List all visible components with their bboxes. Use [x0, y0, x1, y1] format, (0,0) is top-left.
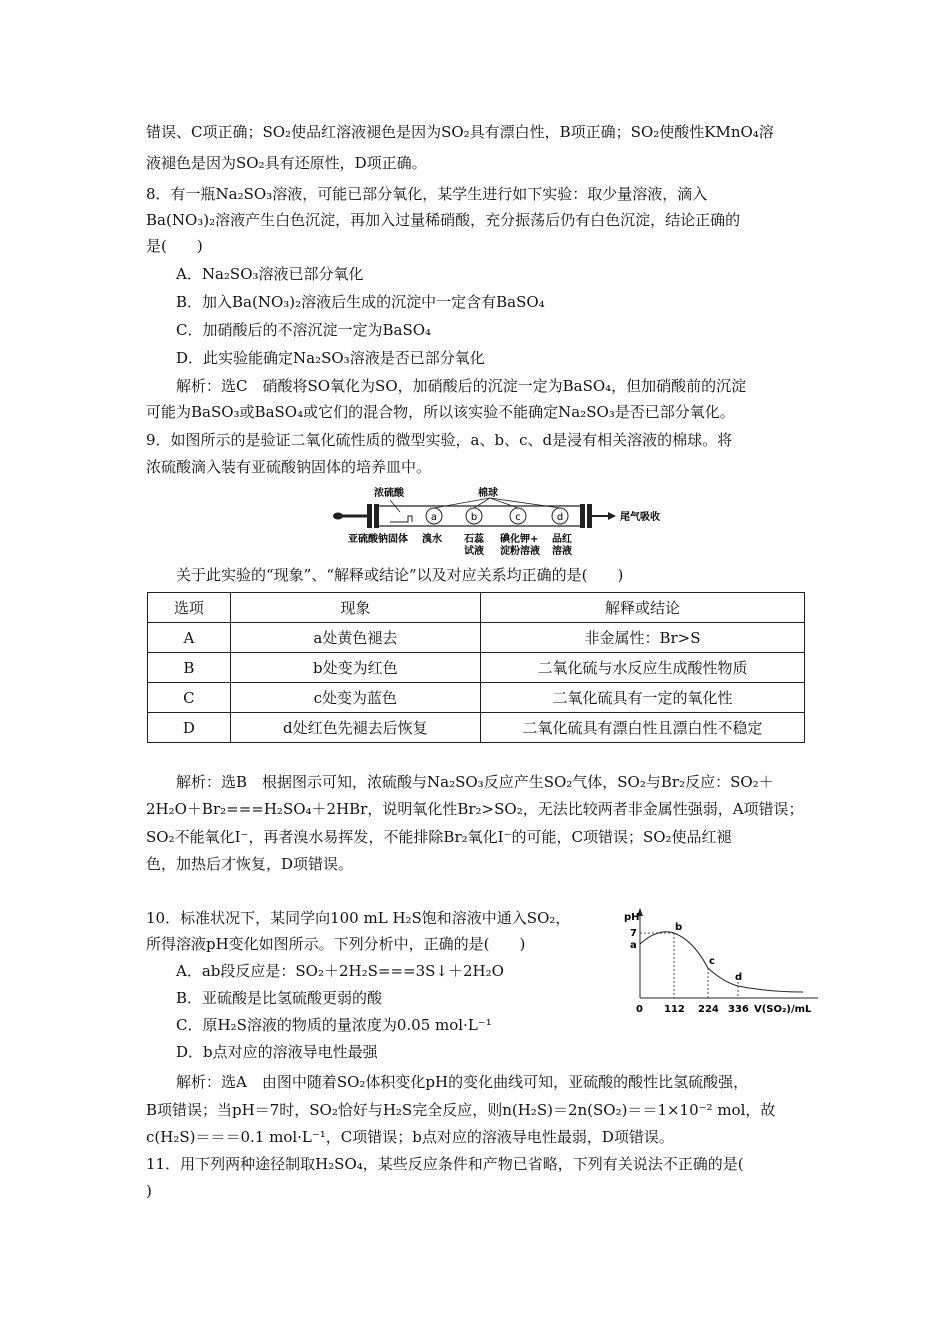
label-magenta: 溶液 [552, 546, 572, 557]
solution-text: 解析：选C 硝酸将SO氧化为SO，加硝酸后的沉淀一定为BaSO₄，但加硝酸前的沉淀 [176, 377, 747, 395]
cotton-ball-b [466, 508, 482, 524]
point-label-d: d [735, 972, 743, 983]
table-cell: b处变为红色 [230, 653, 480, 683]
table-cell: 二氧化硫具有漂白性且漂白性不稳定 [480, 713, 804, 743]
apparatus-diagram [330, 486, 700, 558]
option-c: C．原H₂S溶液的物质的量浓度为0.05 mol·L⁻¹ [176, 1016, 492, 1034]
question-9-stem: 浓硫酸滴入装有亚硫酸钠固体的培养皿中。 [146, 458, 432, 476]
svg-text:a: a [430, 512, 438, 523]
question-10-stem: 所得溶液pH变化如图所示。下列分析中，正确的是( ) [146, 935, 526, 953]
label-cotton: 棉球 [478, 488, 498, 499]
solution-text: SO₂不能氧化I⁻，再者溴水易挥发，不能排除Br₂氧化I⁻的可能，C项错误；SO₂使品红褪 [146, 828, 732, 846]
table-cell: C [148, 683, 231, 713]
table-cell: d处红色先褪去后恢复 [230, 713, 480, 743]
table-row [148, 653, 805, 683]
label-conc-acid: 浓硫酸 [374, 488, 404, 499]
label-ki: 淀粉溶液 [500, 546, 540, 557]
x-tick-label: 224 [698, 1004, 719, 1015]
table-header-row [148, 593, 805, 623]
stopper-icon [587, 504, 592, 528]
option-a: A．Na₂SO₃溶液已部分氧化 [176, 265, 364, 283]
y-axis-label: pH [624, 912, 640, 923]
x-axis-label: V(SO₂)/mL [754, 1004, 812, 1015]
label-bromine-water: 溴水 [422, 534, 442, 545]
svg-text:d: d [556, 512, 564, 523]
y-tick-label: a [630, 940, 637, 951]
x-tick-label: 0 [636, 1004, 643, 1015]
dish-icon [390, 516, 412, 522]
option-b: B．加入Ba(NO₃)₂溶液后生成的沉淀中一定含有BaSO₄ [176, 293, 545, 311]
svg-text:c: c [515, 512, 521, 523]
label-litmus: 试液 [464, 546, 484, 557]
question-11-stem: ) [146, 1182, 152, 1200]
table-cell: 非金属性：Br>S [480, 623, 804, 653]
label-solid: 亚硫酸钠固体 [348, 534, 408, 545]
solution-text: B项错误；当pH＝7时，SO₂恰好与H₂S完全反应，则n(H₂S)＝2n(SO₂)＝＝1×10⁻² mol，故 [146, 1101, 776, 1119]
question-9-prompt: 关于此实验的“现象”、“解释或结论”以及对应关系均正确的是( ) [176, 566, 624, 584]
question-11-stem: 11．用下列两种途径制取H₂SO₄，某些反应条件和产物已省略，下列有关说法不正确的是( [146, 1155, 744, 1173]
solution-text: 可能为BaSO₃或BaSO₄或它们的混合物，所以该实验不能确定Na₂SO₃是否已部分氧化。 [146, 403, 735, 421]
text-line: 错误、C项正确；SO₂使品红溶液褪色是因为SO₂具有漂白性，B项正确；SO₂使酸性KMnO₄溶 [146, 123, 774, 141]
question-10-stem: 10．标准状况下，某同学向100 mL H₂S饱和溶液中通入SO₂， [146, 909, 571, 927]
text-line: 液褪色是因为SO₂具有还原性，D项正确。 [146, 154, 427, 172]
option-d: D．此实验能确定Na₂SO₃溶液是否已部分氧化 [176, 349, 485, 367]
option-d: D．b点对应的溶液导电性最强 [176, 1043, 378, 1061]
point-label-b: b [675, 922, 683, 933]
stopper-icon [367, 504, 372, 528]
dropper-bulb-icon [333, 513, 343, 520]
cotton-ball-d [552, 508, 568, 524]
stopper-icon [374, 504, 379, 528]
option-b: B．亚硫酸是比氢硫酸更弱的酸 [176, 989, 383, 1007]
option-a: A．ab段反应是：SO₂＋2H₂S===3S↓＋2H₂O [176, 962, 504, 980]
ph-curve-diagram [618, 900, 828, 1020]
x-tick-label: 336 [728, 1004, 749, 1015]
arrow-icon [608, 512, 616, 520]
solution-text: c(H₂S)＝＝＝0.1 mol·L⁻¹，C项错误；b点对应的溶液导电性最弱，D项错误。 [146, 1128, 674, 1146]
table-cell: 二氧化硫与水反应生成酸性物质 [480, 653, 804, 683]
table-row [148, 623, 805, 653]
x-tick-label: 112 [664, 1004, 685, 1015]
label-ki: 碘化钾+ [500, 534, 539, 545]
cotton-ball-c [510, 508, 526, 524]
answer-table [147, 592, 805, 743]
question-9-stem: 9．如图所示的是验证二氧化硫性质的微型实验，a、b、c、d是浸有相关溶液的棉球。将 [146, 431, 733, 449]
table-cell: A [148, 623, 231, 653]
table-header: 解释或结论 [480, 593, 804, 623]
table-row [148, 683, 805, 713]
cotton-ball-a [426, 508, 442, 524]
ph-curve [640, 932, 803, 992]
stopper-icon [580, 504, 585, 528]
svg-text:b: b [470, 512, 478, 523]
question-8-stem: Ba(NO₃)₂溶液产生白色沉淀，再加入过量稀硝酸，充分振荡后仍有白色沉淀，结论正确的 [146, 211, 741, 229]
table-cell: c处变为蓝色 [230, 683, 480, 713]
question-8-stem: 8．有一瓶Na₂SO₃溶液，可能已部分氧化，某学生进行如下实验：取少量溶液，滴入 [146, 185, 708, 203]
solution-text: 2H₂O＋Br₂===H₂SO₄＋2HBr，说明氧化性Br₂>SO₂，无法比较两者非金属性强弱，A项错误； [146, 800, 804, 818]
solution-text: 解析：选B 根据图示可知，浓硫酸与Na₂SO₃反应产生SO₂气体，SO₂与Br₂反应：SO₂＋ [176, 773, 774, 791]
point-label-c: c [709, 956, 715, 967]
label-exhaust: 尾气吸收 [620, 512, 660, 523]
y-tick-label: 7 [630, 928, 637, 939]
table-cell: a处黄色褪去 [230, 623, 480, 653]
table-header: 现象 [230, 593, 480, 623]
table-cell: 二氧化硫具有一定的氧化性 [480, 683, 804, 713]
solution-text: 解析：选A 由图中随着SO₂体积变化pH的变化曲线可知，亚硫酸的酸性比氢硫酸强， [176, 1073, 749, 1091]
question-8-stem: 是( ) [146, 237, 203, 255]
table-row [148, 713, 805, 743]
table-cell: B [148, 653, 231, 683]
solution-text: 色，加热后才恢复，D项错误。 [146, 855, 354, 873]
table-header: 选项 [148, 593, 231, 623]
label-litmus: 石蕊 [464, 534, 484, 545]
option-c: C．加硝酸后的不溶沉淀一定为BaSO₄ [176, 321, 432, 339]
label-magenta: 品红 [552, 534, 572, 545]
table-cell: D [148, 713, 231, 743]
